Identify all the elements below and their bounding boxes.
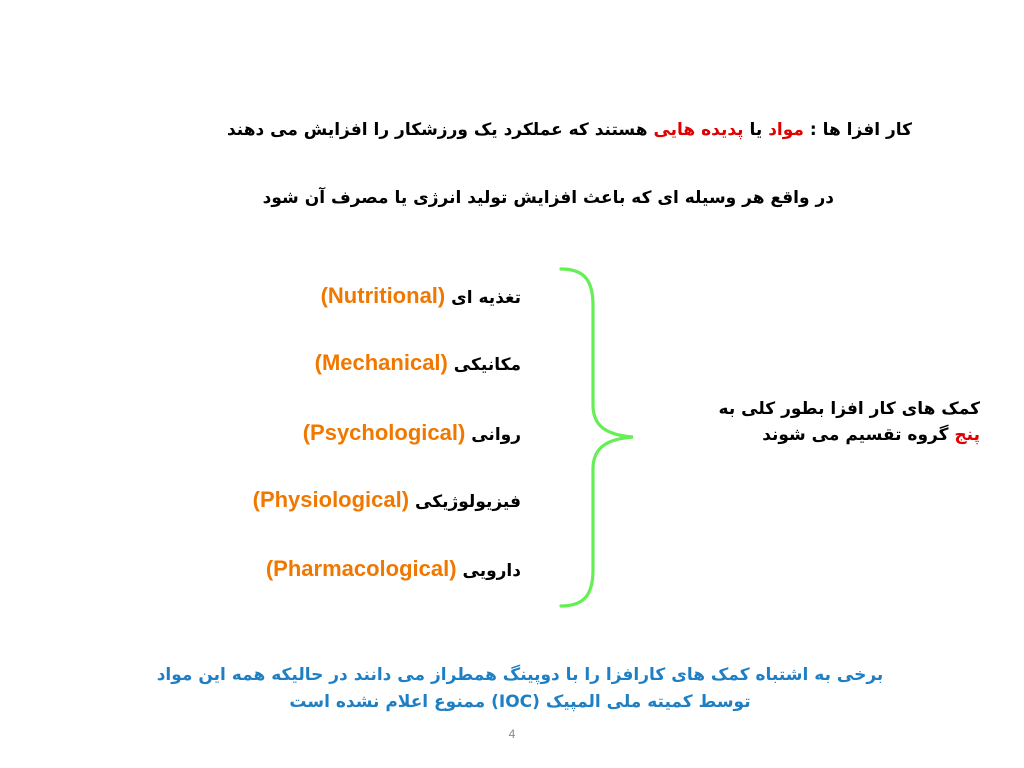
category-label-en: (Pharmacological) [265,556,457,581]
summary-line-2 [660,422,980,448]
summary-line-2-rest: گروه تقسیم می شوند [762,425,955,446]
definition-highlight-phenomena: پدیده هایی [653,120,744,140]
category-item-pharmacological [266,556,521,582]
category-label-fa: فیزیولوژیکی [415,492,521,512]
footnote-line-1: برخی به اشتباه کمک های کارافزا را با دوپینگ همطراز می دانند در حالیکه همه این مواد [156,665,884,685]
category-item-mechanical [315,350,521,376]
footnote [90,662,950,716]
category-label-fa: دارویی [462,561,521,581]
summary-highlight-five: پنج [954,425,980,446]
category-label-en: (Nutritional) [320,283,446,308]
category-label-en: (Mechanical) [314,350,448,375]
category-label-fa: روانی [471,425,521,445]
category-item-physiological [253,487,521,513]
category-label-en: (Psychological) [302,420,466,445]
category-label-fa: مکانیکی [453,355,521,375]
summary-text [660,396,980,449]
definition-part1: کار افزا ها : [803,120,912,140]
category-label-en: (Physiological) [252,487,410,512]
category-label-fa: تغذیه ای [451,288,521,308]
definition-highlight-materials: مواد [768,120,804,140]
footnote-line-2: توسط کمیته ملی المپیک (IOC) ممنوع اعلام نشده است [289,692,751,713]
page-number: 4 [508,727,516,741]
definition-part2: یا [743,120,769,140]
definition-part3: هستند که عملکرد یک ورزشکار را افزایش می دهند [226,120,654,140]
category-item-nutritional [321,283,521,309]
curly-brace-icon [555,265,645,610]
definition-line-2: در واقع هر وسیله ای که باعث افزایش تولید انرژی یا مصرف آن شود [262,188,834,208]
category-item-psychological [303,420,521,446]
summary-line-1: کمک های کار افزا بطور کلی به [718,399,980,419]
definition-line [227,120,912,140]
